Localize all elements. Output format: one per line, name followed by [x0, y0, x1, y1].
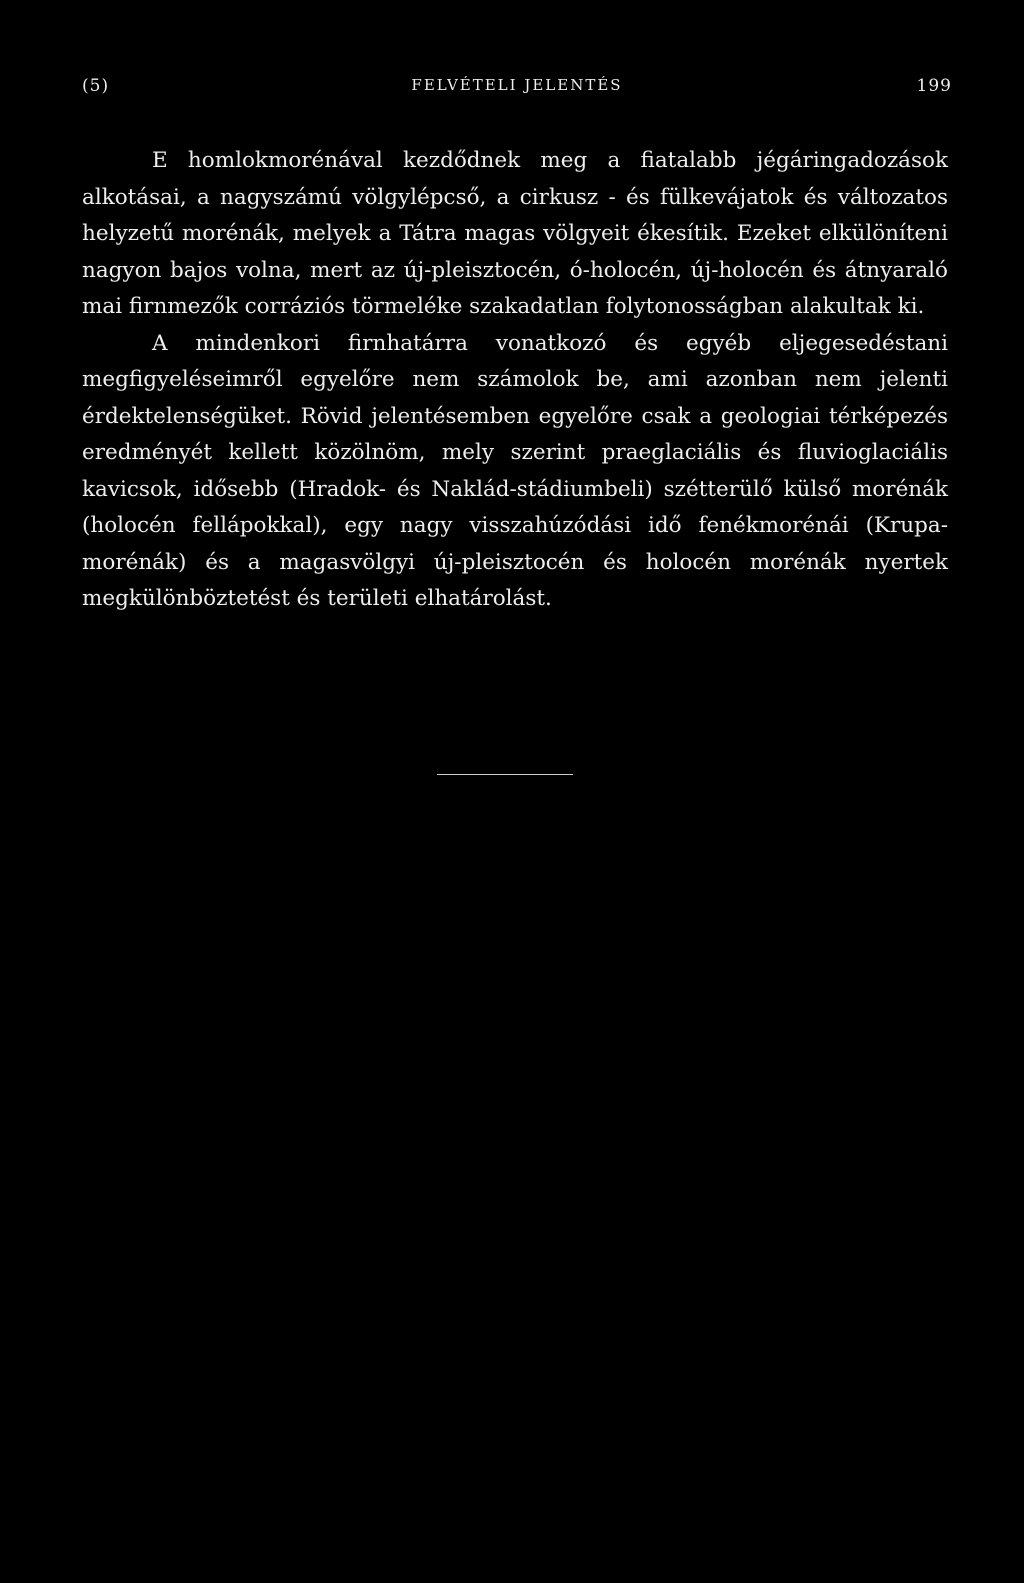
running-header — [82, 76, 952, 102]
section-number: (5) — [82, 76, 110, 96]
paragraph-2: A mindenkori firnhatárra vonatkozó és egyéb eljegesedéstani megfigyeléseimről egyelőre nem számolok be, ami azonban nem jelenti érdektelenségüket. Rövid jelentésemben egyelőre csak a geologiai térképezés eredményét kellett közölnöm, mely szerint praeglaciális és fluvioglaciális kavicsok, idősebb (Hradok- és Naklád-stádiumbeli) szétterülő külső morénák (holocén fellápokkal), egy nagy visszahúzódási idő fenékmorénái (Krupa-morénák) és a magasvölgyi új-pleisztocén és holocén morénák nyertek megkülönböztetést és területi elhatárolást. — [82, 330, 948, 611]
body-text — [82, 143, 948, 618]
page-number: 199 — [916, 76, 952, 96]
running-title: FELVÉTELI JELENTÉS — [411, 76, 623, 94]
paragraph-1: E homlokmorénával kezdődnek meg a fiatalabb jégáringadozások alkotásai, a nagyszámú völgylépcső, a cirkusz - és fülkevájatok és változatos helyzetű morénák, melyek a Tátra magas völgyeit ékesítik. Ezeket elkülöníteni nagyon bajos volna, mert az új-pleisztocén, ó-holocén, új-holocén és átnyaraló mai firnmezők corráziós törmeléke szakadatlan folytonosságban alakultak ki. — [82, 148, 948, 319]
end-rule — [437, 774, 573, 775]
